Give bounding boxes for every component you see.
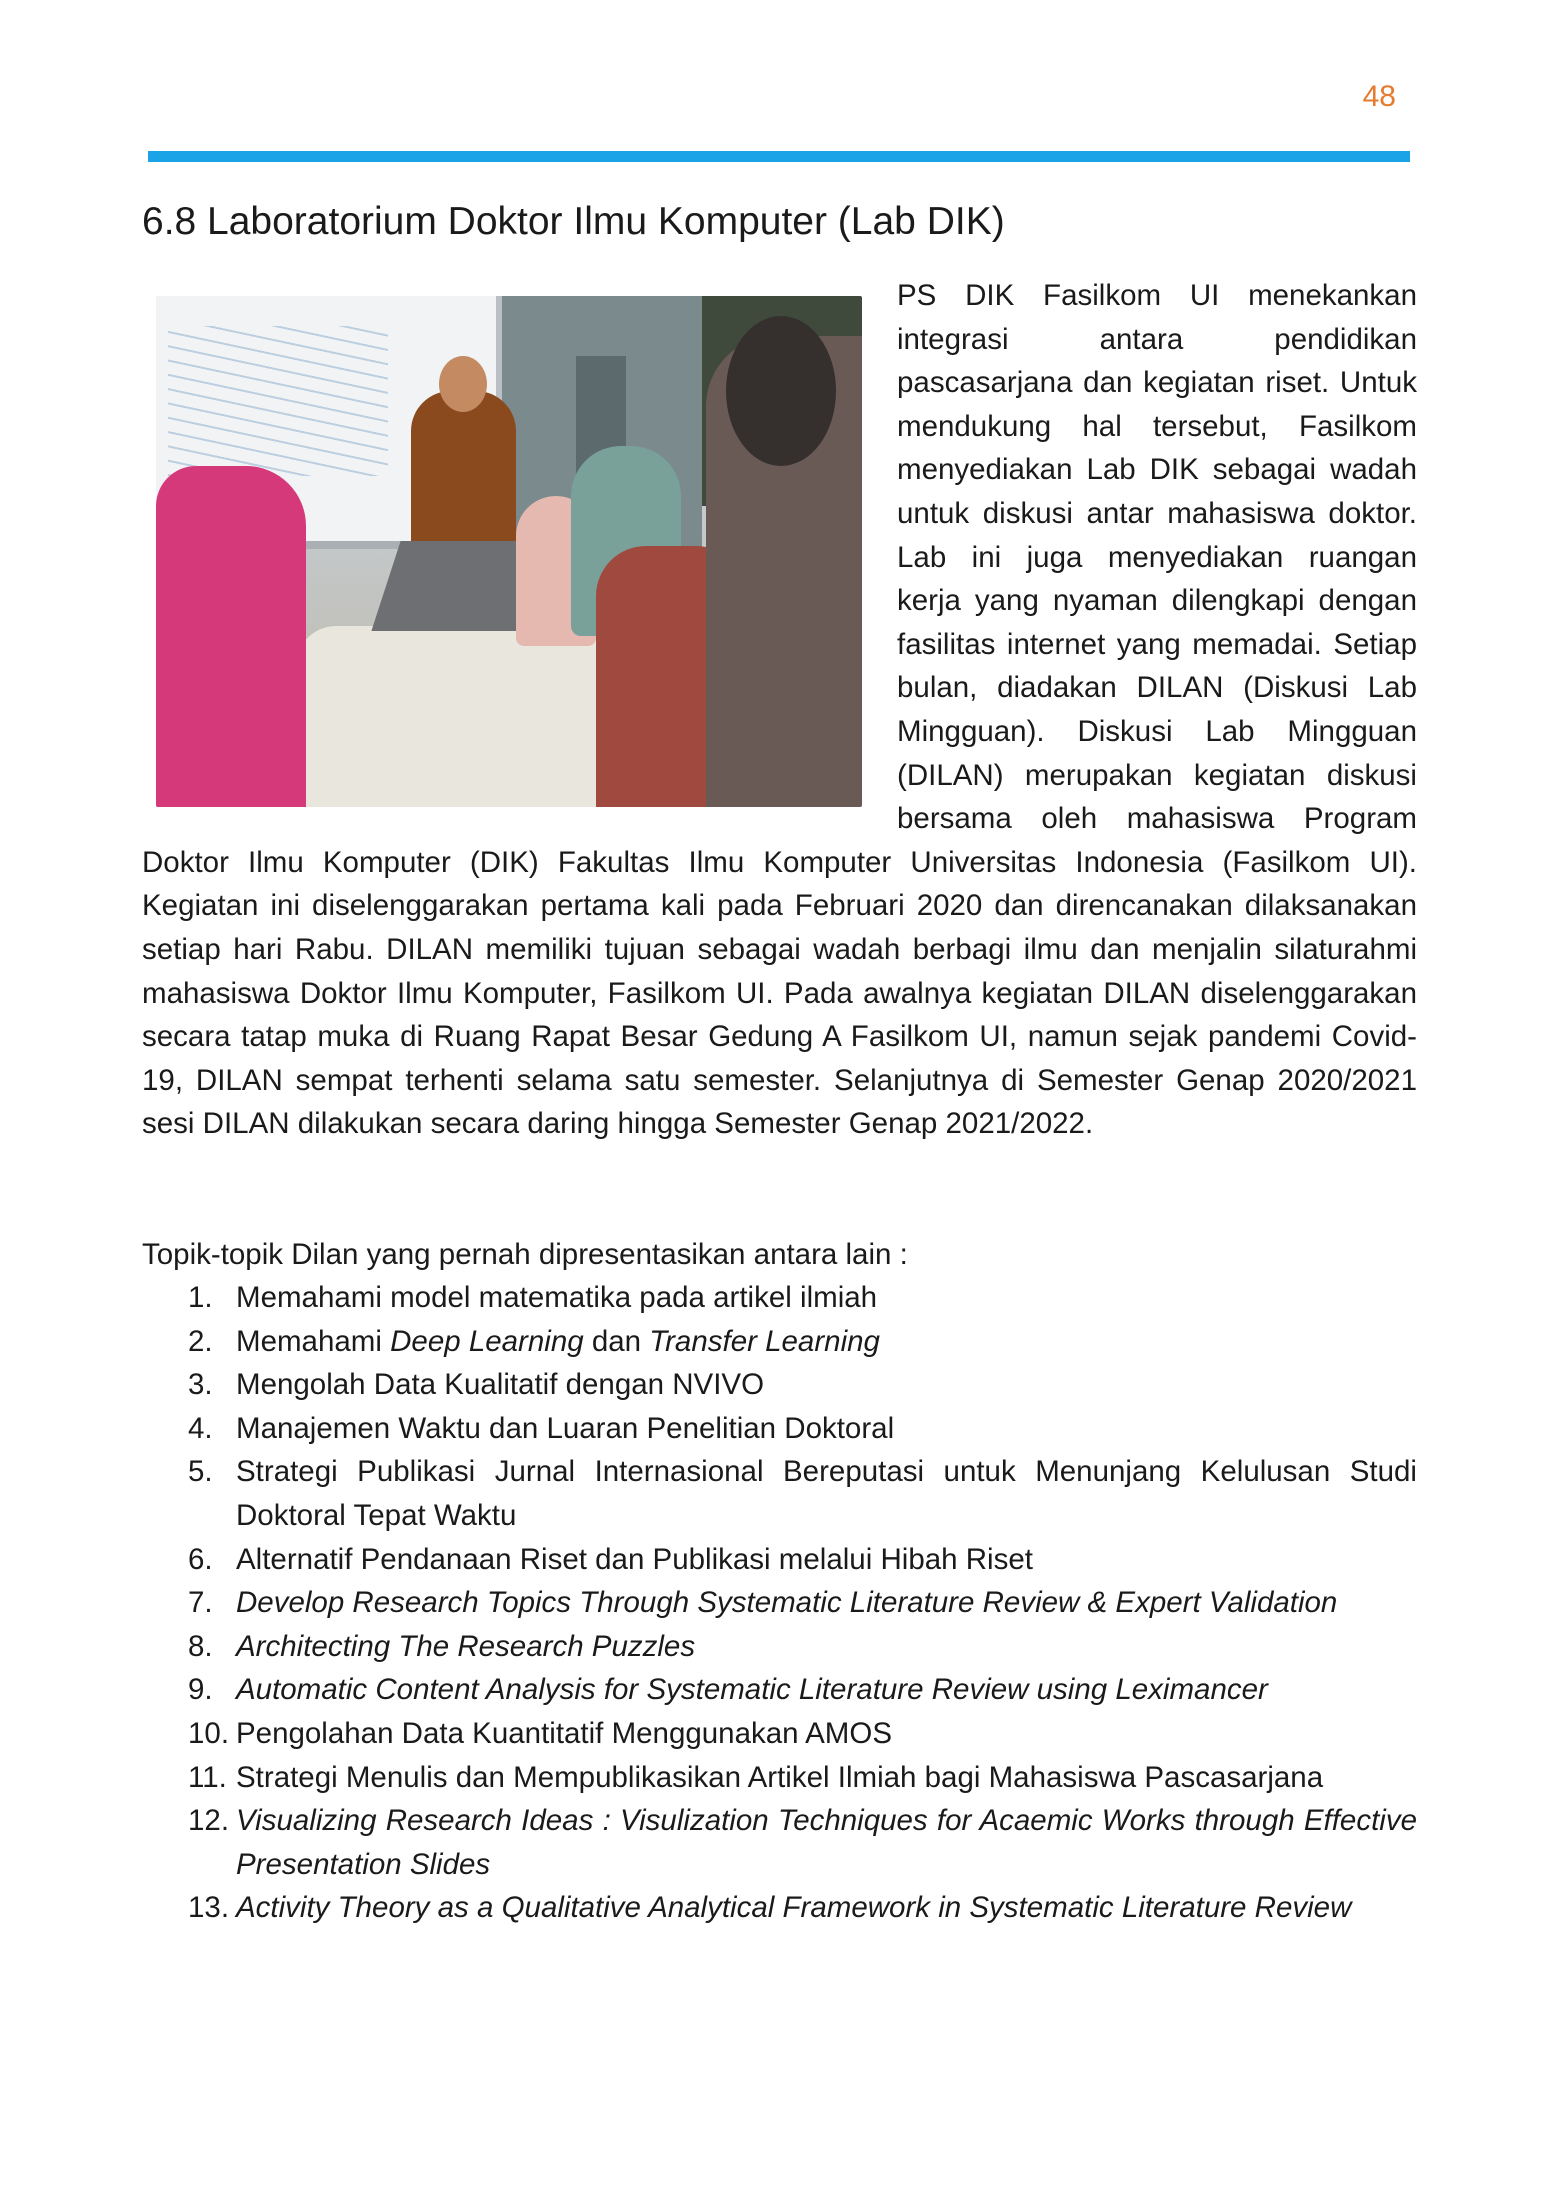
topic-text [236,1276,1417,1320]
topic-number: 4. [188,1411,213,1445]
topic-text [236,1538,1417,1582]
topic-number: 8. [188,1629,213,1663]
topic-number: 3. [188,1368,213,1402]
topic-text-italic: Develop Research Topics Through Systematic Literature Review & Expert Validation [236,1586,1338,1620]
topic-text [236,1625,1417,1669]
topic-text-plain: Strategi Publikasi Jurnal Internasional Bereputasi untuk Menunjang Kelulusan Studi Doktoral Tepat Waktu [236,1455,1417,1532]
topic-item [142,1450,1417,1537]
section-title: 6.8 Laboratorium Doktor Ilmu Komputer (Lab DIK) [142,200,1005,243]
topic-item [142,1581,1417,1625]
header-rule [148,151,1410,162]
topic-number: 12. [188,1804,230,1838]
topic-item [142,1625,1417,1669]
topic-text-plain: Pengolahan Data Kuantitatif Menggunakan AMOS [236,1716,893,1750]
page-number: 48 [1362,80,1396,113]
topic-item [142,1668,1417,1712]
topic-text [236,1320,1417,1364]
topic-item [142,1886,1417,1930]
topic-text [236,1756,1417,1800]
topic-text [236,1363,1417,1407]
topic-text-plain: Alternatif Pendanaan Riset dan Publikasi melalui Hibah Riset [236,1542,1033,1576]
topic-item [142,1538,1417,1582]
topic-text [236,1450,1417,1537]
topic-number: 6. [188,1542,213,1576]
topic-number: 13. [188,1891,230,1925]
topic-text-plain: Manajemen Waktu dan Luaran Penelitian Doktoral [236,1411,895,1445]
topic-number: 11. [188,1760,227,1794]
topic-text [236,1712,1417,1756]
photo-whiteboard-writing [168,326,388,476]
lab-discussion-photo [156,296,862,807]
topic-number: 5. [188,1455,213,1489]
topic-number: 10. [188,1716,230,1750]
topic-item [142,1799,1417,1886]
photo-presenter-head [439,356,487,412]
topic-text [236,1581,1417,1625]
topic-number: 7. [188,1586,213,1620]
topic-text-italic: Visualizing Research Ideas : Visulization Techniques for Acaemic Works through Effective Presentation Slides [236,1804,1417,1881]
topic-text [236,1799,1417,1886]
intro-section [142,274,1417,1146]
topic-item [142,1276,1417,1320]
topic-text-italic: Architecting The Research Puzzles [236,1629,696,1663]
topic-text [236,1407,1417,1451]
topic-text-plain: Mengolah Data Kualitatif dengan NVIVO [236,1368,765,1402]
topic-item [142,1756,1417,1800]
topic-text-italic: Deep Learning [390,1324,584,1358]
topic-item [142,1363,1417,1407]
topic-item [142,1407,1417,1451]
topic-text [236,1668,1417,1712]
intro-paragraph: PS DIK Fasilkom UI menekankan integrasi antara pendidikan pascasarjana dan kegiatan riset. Untuk mendukung hal tersebut, Fasilkom menyediakan Lab DIK sebagai wadah untuk diskusi antar mahasiswa doktor. Lab ini juga menyediakan ruangan kerja yang nyaman dilengkapi dengan fasilitas internet yang memadai. Setiap bulan, diadakan DILAN (Diskusi Lab Mingguan). Diskusi Lab Mingguan (DILAN) merupakan kegiatan diskusi bersama oleh mahasiswa Program Doktor Ilmu Komputer (DIK) Fakultas Ilmu Komputer Universitas Indonesia (Fasilkom UI). Kegiatan ini diselenggarakan pertama kali pada Februari 2020 dan direncanakan dilaksanakan setiap hari Rabu. DILAN memiliki tujuan sebagai wadah berbagi ilmu dan menjalin silaturahmi mahasiswa Doktor Ilmu Komputer, Fasilkom UI. Pada awalnya kegiatan DILAN diselenggarakan secara tatap muka di Ruang Rapat Besar Gedung A Fasilkom UI, namun sejak pandemi Covid-19, DILAN sempat terhenti selama satu semester. Selanjutnya di Semester Genap 2020/2021 sesi DILAN dilakukan secara daring hingga Semester Genap 2021/2022. [142,279,1417,1141]
topic-number: 1. [188,1281,213,1314]
topic-text-plain: Memahami [236,1324,391,1358]
topic-text-plain: Memahami model matematika pada artikel ilmiah [236,1281,878,1314]
topic-text [236,1886,1417,1930]
topic-list [142,1276,1417,1930]
topic-text-plain: dan [583,1324,650,1358]
topic-text-italic: Transfer Learning [649,1324,880,1358]
topic-text-plain: Strategi Menulis dan Mempublikasikan Artikel Ilmiah bagi Mahasiswa Pascasarjana [236,1760,1324,1794]
topic-number: 2. [188,1324,213,1358]
topic-text-italic: Automatic Content Analysis for Systematic Literature Review using Leximancer [236,1673,1268,1707]
topic-item [142,1712,1417,1756]
topic-item [142,1320,1417,1364]
topic-number: 9. [188,1673,213,1707]
topics-intro: Topik-topik Dilan yang pernah dipresentasikan antara lain : [142,1238,908,1271]
photo-participant [156,466,306,807]
photo-participant-head [726,316,836,466]
topic-text-italic: Activity Theory as a Qualitative Analytical Framework in Systematic Literature Review [236,1891,1352,1925]
